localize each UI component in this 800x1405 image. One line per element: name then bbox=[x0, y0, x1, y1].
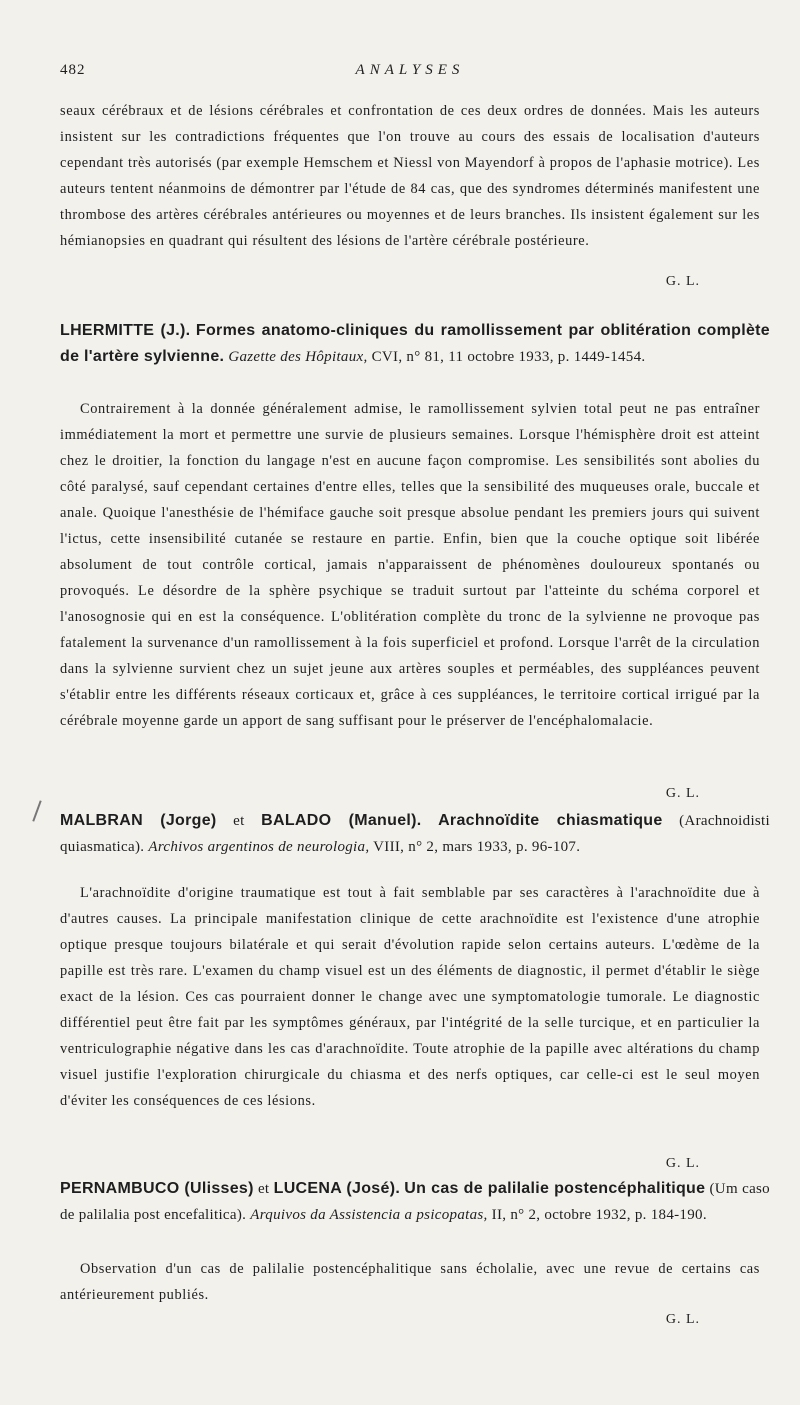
review-heading-malbran bbox=[60, 808, 770, 860]
review-body-malbran: L'arachnoïdite d'origine traumatique est tout à fait semblable par ses caractères à l'arachnoïdite due à d'autres causes. La principale manifestation clinique de cette arachnoïdite est l'existence d'une atrophie optique presque toujours bilatérale et qui serait d'évolution rapide selon certains auteurs. L'œdème de la papille est très rare. L'examen du champ visuel est un des éléments de diagnostic, il permet d'établir le siège exact de la lésion. Ces cas pourraient donner le change avec une symptomatologie tumorale. Le diagnostic différentiel peut être fait par les symptômes généraux, par l'intégrité de la selle turcique, et en particulier la ventriculographie négative dans les cas d'arachnoïdite. Toute atrophie de la papille avec altérations du champ visuel justifie l'exploration chirurgicale du chiasma et des nerfs optiques, car celle-ci est le seul moyen d'éviter les conséquences de ces lésions. bbox=[60, 885, 760, 1109]
review-title: Arachnoïdite chiasmatique bbox=[438, 812, 663, 829]
journal-name: Archivos argentinos de neurologia, bbox=[148, 839, 370, 855]
review-signature: G. L. bbox=[665, 274, 700, 289]
review-signature: G. L. bbox=[665, 1156, 700, 1171]
review-author-1: MALBRAN (Jorge) bbox=[60, 812, 217, 829]
original-title: (Arachnoidisti quiasmatica). bbox=[60, 813, 770, 855]
page-header bbox=[60, 62, 760, 86]
review-heading-pernambuco bbox=[60, 1176, 770, 1228]
review-author-2: BALADO (Manuel). bbox=[261, 812, 422, 829]
review-body-pernambuco: Observation d'un cas de palilalie postencéphalitique sans écholalie, avec une revue de certains cas antérieurement publiés. bbox=[60, 1261, 760, 1303]
review-body-lhermitte: Contrairement à la donnée généralement admise, le ramollissement sylvien total peut ne pas entraîner immédiatement la mort et permettre une survie de plusieurs semaines. Lorsque l'hémisphère droit est atteint chez le droitier, la fonction du langage n'est en aucune façon compromise. Les sensibilités sont abolies du côté paralysé, sauf cependant certaines d'entre elles, telles que la sensibilité des muqueuses orale, buccale et anale. Quoique l'anesthésie de l'hémiface gauche soit presque absolue pendant les premiers jours qui suivent l'ictus, cette insensibilité cutanée se restaure en partie. Enfin, bien que la couche optique soit libérée absolument de tout contrôle cortical, jamais n'apparaissent de phénomènes douloureux spontanés ou provoqués. Le désordre de la sphère psychique se traduit surtout par l'atteinte du schéma corporel et l'anosognosie qui en est la conséquence. L'oblitération complète du tronc de la sylvienne ne provoque pas fatalement la survenance d'un ramollissement à la fois superficiel et profond. Lorsque l'arrêt de la circulation dans la sylvienne survient chez un sujet jeune aux artères souples et perméables, des suppléances peuvent s'établir entre les différents réseaux corticaux et, grâce à ces suppléances, le territoire cortical irrigué par la cérébrale moyenne garde un apport de sang suffisant pour le préserver de l'encéphalomalacie. bbox=[60, 401, 760, 729]
review-signature: G. L. bbox=[665, 786, 700, 801]
journal-reference: CVI, n° 81, 11 octobre 1933, p. 1449-1454. bbox=[371, 349, 646, 365]
margin-mark bbox=[32, 800, 41, 821]
review-author-1: PERNAMBUCO (Ulisses) bbox=[60, 1180, 254, 1197]
journal-name: Arquivos da Assistencia a psicopatas, bbox=[250, 1207, 488, 1223]
running-title: ANALYSES bbox=[355, 62, 465, 78]
review-heading-lhermitte bbox=[60, 318, 770, 370]
review-signature: G. L. bbox=[665, 1312, 700, 1327]
review-continuation-text: seaux cérébraux et de lésions cérébrales et confrontation de ces deux ordres de données. Mais les auteurs insistent sur les contradictions fréquentes que l'on trouve au cours des essais de localisation d'auteurs cependant très autorisés (par exemple Hemschem et Niessl von Mayendorf à propos de l'aphasie motrice). Les auteurs tentent néanmoins de démontrer par l'étude de 84 cas, que des syndromes déterminés manifestent une thrombose des artères cérébrales antérieures ou moyennes et de leurs branches. Ils insistent également sur les hémianopsies en quadrant qui résultent des lésions de l'artère cérébrale postérieure. bbox=[60, 103, 760, 249]
author-conjunction: et bbox=[257, 1181, 270, 1197]
journal-name: Gazette des Hôpitaux, bbox=[228, 349, 368, 365]
journal-reference: II, n° 2, octobre 1932, p. 184-190. bbox=[491, 1207, 707, 1223]
original-title: (Um caso de palilalia post encefalitica). bbox=[60, 1181, 770, 1223]
page-number: 482 bbox=[60, 62, 86, 78]
review-author: LHERMITTE (J.). bbox=[60, 322, 191, 339]
review-title: Un cas de palilalie postencéphalitique bbox=[404, 1180, 706, 1197]
review-author-2: LUCENA (José). bbox=[273, 1180, 401, 1197]
journal-reference: VIII, n° 2, mars 1933, p. 96-107. bbox=[373, 839, 581, 855]
author-conjunction: et bbox=[233, 813, 245, 829]
review-title: Formes anatomo-cliniques du ramollissement par oblitération complète de l'artère sylvienne. bbox=[60, 322, 770, 365]
